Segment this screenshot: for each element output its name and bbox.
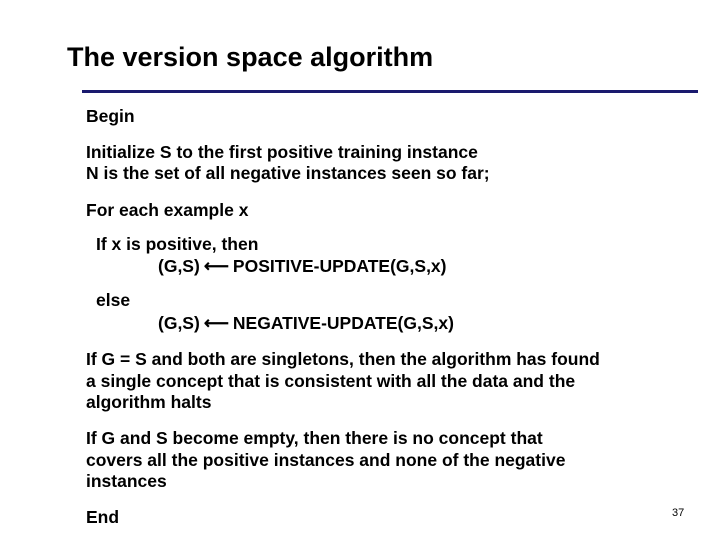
negative-rhs: NEGATIVE-UPDATE(G,S,x) [232,313,454,333]
init-line-1: Initialize S to the first positive training instance [86,142,478,162]
left-arrow-icon: ⟵ [203,313,229,333]
else-keyword: else [96,290,131,310]
positive-rhs: POSITIVE-UPDATE(G,S,x) [232,256,447,276]
for-each-line: For each example x [86,200,249,220]
empty-line-3: instances [86,471,167,491]
left-arrow-icon: ⟵ [203,256,229,276]
begin-keyword: Begin [86,106,135,126]
end-keyword: End [86,507,120,527]
negative-lhs: (G,S) [158,313,200,333]
negative-update-line [158,313,454,334]
init-line-2: N is the set of all negative instances seen so far; [86,163,490,183]
slide-title: The version space algorithm [67,42,434,72]
singleton-line-1: If G = S and both are singletons, then the algorithm has found [86,349,600,369]
title-divider [82,90,698,93]
if-positive-line: If x is positive, then [96,234,259,254]
positive-lhs: (G,S) [158,256,200,276]
singleton-line-3: algorithm halts [86,392,212,412]
page-number: 37 [672,507,685,519]
empty-line-2: covers all the positive instances and none of the negative [86,450,566,470]
empty-line-1: If G and S become empty, then there is no concept that [86,428,543,448]
positive-update-line [158,256,447,277]
singleton-line-2: a single concept that is consistent with all the data and the [86,371,576,391]
